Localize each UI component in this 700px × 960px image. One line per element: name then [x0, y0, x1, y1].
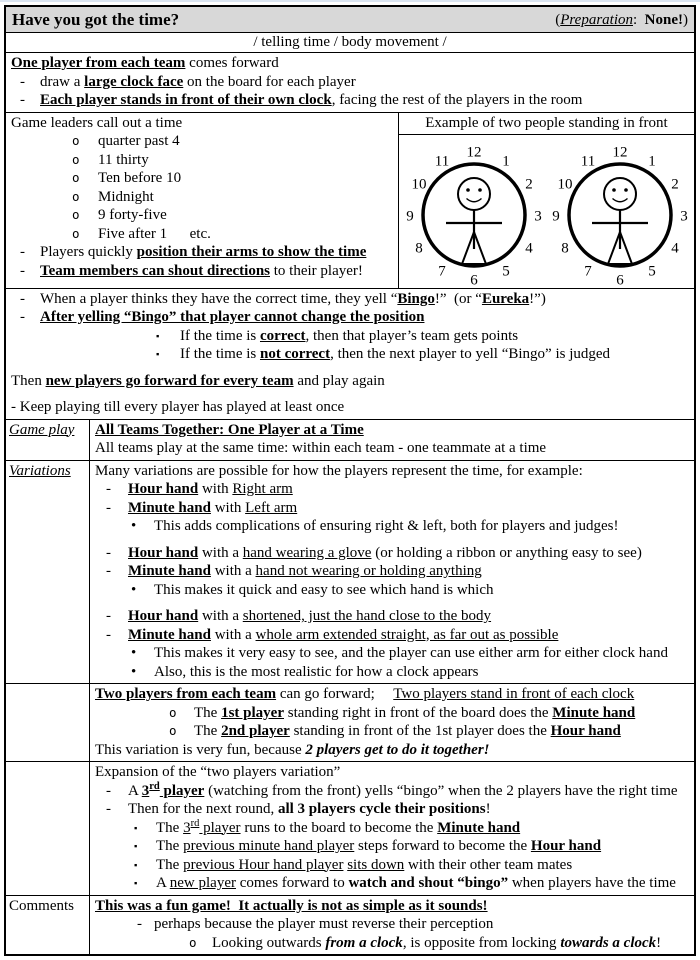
gameplay-label-cell — [6, 420, 90, 460]
comments-row — [6, 896, 694, 955]
text-line: - draw a large clock face on the board for each player — [20, 73, 356, 90]
top-edge-strip — [0, 0, 700, 2]
list-marker: - — [137, 916, 142, 932]
title-row — [6, 7, 694, 33]
figure-eye-icon — [466, 188, 470, 192]
list-marker: - — [20, 73, 25, 90]
svg-text:8: 8 — [414, 239, 423, 256]
list-marker: • — [131, 663, 137, 680]
list-marker: o — [72, 188, 80, 204]
text-line: - Players quickly position their arms to show the time — [20, 244, 367, 260]
comments-label: Comments — [9, 897, 75, 914]
page-title: Have you got the time? — [12, 10, 180, 29]
text-line: o Looking outwards from a clock, is opposite from locking towards a clock! — [189, 934, 662, 951]
list-marker: ▪ — [134, 879, 138, 889]
stick-figure — [592, 178, 648, 264]
figure-smile-icon — [466, 198, 481, 201]
text-line: ▪ A new player comes forward to watch and shout “bingo” when players have the time — [94, 874, 690, 893]
figure-smile-icon — [612, 198, 627, 201]
text-line: All Teams Together: One Player at a Time — [95, 421, 364, 438]
text-line: Game leaders call out a time — [11, 114, 183, 131]
text-line: o Midnight — [72, 188, 154, 205]
text-line: - A 3rd player (watching from the front) yells “bingo” when the 2 players have the right time — [106, 780, 678, 799]
list-marker: • — [131, 645, 137, 661]
svg-text:5: 5 — [647, 262, 656, 279]
text-line: o quarter past 4 — [72, 133, 180, 149]
comments-label-cell — [6, 896, 90, 955]
list-marker: - — [20, 309, 25, 325]
text-line: ▪ The 3rd player runs to the board to become the Minute hand — [94, 819, 690, 838]
text-line: - Each player stands in front of their own clock, facing the rest of the players in the room — [20, 92, 583, 108]
text-line: - Team members can shout directions to their player! — [20, 262, 363, 279]
example-clocks-image — [399, 135, 694, 288]
two-players-label-cell — [6, 684, 90, 761]
variations-content — [90, 461, 694, 684]
list-marker: o — [169, 723, 177, 738]
svg-text:10: 10 — [411, 175, 426, 192]
list-marker: o — [169, 704, 177, 720]
svg-text:9: 9 — [405, 207, 414, 224]
svg-text:7: 7 — [583, 262, 592, 279]
topics-row — [6, 33, 694, 53]
list-marker: - — [20, 290, 25, 307]
comments-content — [90, 896, 694, 955]
text-line: Many variations are possible for how the players represent the time, for example: — [95, 462, 583, 479]
stick-figure — [446, 178, 502, 264]
text-line: Expansion of the “two players variation” — [95, 764, 341, 780]
text-line: - Hour hand with a shortened, just the hand close to the body — [106, 608, 492, 624]
text-line: - When a player thinks they have the correct time, they yell “Bingo!” (or “Eureka!”) — [20, 290, 546, 307]
text-line: o Five after 1 etc. — [72, 225, 211, 242]
list-marker: • — [131, 518, 137, 534]
figure-eye-icon — [478, 188, 482, 192]
svg-text:2: 2 — [524, 175, 533, 192]
list-marker: - — [106, 782, 111, 799]
svg-text:6: 6 — [615, 271, 624, 287]
list-marker: ▪ — [134, 860, 138, 871]
svg-text:5: 5 — [501, 262, 510, 279]
calls-cell — [6, 113, 399, 288]
text-line: • This makes it very easy to see, and the player can use either arm for either clock hand — [131, 645, 668, 661]
expansion-content — [90, 762, 694, 895]
text-line: This was a fun game! It actually is not as simple as it sounds! — [95, 897, 488, 914]
svg-text:9: 9 — [551, 207, 560, 224]
svg-text:11: 11 — [580, 152, 595, 169]
gameplay-content — [90, 420, 694, 460]
expansion-label-cell — [6, 762, 90, 895]
bingo-rules-row — [6, 289, 694, 420]
text-line: - Minute hand with Left arm — [106, 499, 298, 516]
list-marker: ▪ — [156, 350, 160, 360]
two-players-content — [90, 684, 694, 761]
svg-text:11: 11 — [434, 152, 449, 169]
list-marker: o — [72, 170, 80, 185]
svg-text:7: 7 — [437, 262, 446, 279]
list-marker: - — [106, 626, 111, 643]
intro-row — [6, 53, 694, 113]
text-line: o The 2nd player standing in front of the 1st player does the Hour hand — [169, 723, 621, 739]
text-line: ▪ If the time is not correct, then the next player to yell “Bingo” is judged — [10, 345, 690, 364]
variations-label: Variations — [9, 462, 71, 479]
example-cell — [399, 113, 694, 288]
text-line: o 11 thirty — [72, 151, 149, 168]
preparation-note: (Preparation: None!) — [555, 11, 688, 28]
list-marker: • — [131, 581, 137, 598]
svg-text:3: 3 — [533, 207, 542, 224]
figure-eye-icon — [624, 188, 628, 192]
gameplay-label: Game play — [9, 421, 75, 438]
list-marker: ▪ — [156, 331, 160, 342]
text-line: - After yelling “Bingo” that player cannot change the position — [20, 309, 425, 325]
svg-text:4: 4 — [670, 239, 679, 256]
two-players-row — [6, 684, 694, 762]
text-line: - Minute hand with a whole arm extended straight, as far out as possible — [106, 626, 559, 643]
list-marker: - — [20, 262, 25, 279]
list-marker: o — [72, 133, 80, 148]
svg-text:2: 2 — [670, 175, 679, 192]
list-marker: - — [106, 499, 111, 516]
text-line: - Then for the next round, all 3 players cycle their positions! — [106, 801, 491, 817]
list-marker: o — [72, 207, 80, 222]
figure-head-icon — [604, 178, 636, 210]
clock-figure-left — [403, 137, 545, 287]
figure-head-icon — [458, 178, 490, 210]
text-line: • Also, this is the most realistic for how a clock appears — [131, 663, 479, 680]
list-marker: - — [20, 244, 25, 260]
svg-text:8: 8 — [560, 239, 569, 256]
text-line: ▪ If the time is correct, then that player’s team gets points — [10, 327, 690, 346]
gameplay-row — [6, 420, 694, 461]
text-line: o Ten before 10 — [72, 170, 182, 186]
text-line: - perhaps because the player must reverse their perception — [137, 916, 494, 932]
list-marker: - — [20, 92, 25, 108]
text-line: This variation is very fun, because 2 players get to do it together! — [95, 741, 490, 758]
list-marker: ▪ — [134, 823, 138, 834]
text-line: Two players from each team can go forward; Two players stand in front of each clock — [95, 686, 635, 702]
text-line: • This makes it quick and easy to see which hand is which — [131, 581, 494, 598]
text-line: - Minute hand with a hand not wearing or holding anything — [106, 563, 482, 579]
svg-text:1: 1 — [501, 152, 510, 169]
list-marker: o — [72, 151, 80, 167]
svg-text:12: 12 — [466, 143, 481, 160]
text-line: o 9 forty-five — [72, 207, 167, 223]
text-line: - Hour hand with Right arm — [106, 481, 293, 497]
calls-example-row — [6, 113, 694, 289]
variations-label-cell — [6, 461, 90, 684]
list-marker: - — [106, 801, 111, 817]
list-marker: - — [106, 563, 111, 579]
text-line: - Hour hand with a hand wearing a glove (or holding a ribbon or anything easy to see) — [106, 544, 642, 561]
text-line: - Keep playing till every player has played at least once — [11, 399, 345, 415]
list-marker: o — [72, 225, 80, 241]
text-line: One player from each team comes forward — [11, 55, 279, 71]
list-marker: - — [106, 608, 111, 624]
topics-text: / telling time / body movement / — [253, 34, 447, 50]
example-title: Example of two people standing in front — [399, 113, 694, 135]
list-marker: - — [106, 481, 111, 497]
text-line: ▪ The previous Hour hand player sits down with their other team mates — [94, 856, 690, 875]
svg-text:4: 4 — [524, 239, 533, 256]
list-marker: ▪ — [134, 842, 138, 852]
text-line: • This adds complications of ensuring right & left, both for players and judges! — [131, 518, 619, 534]
variations-row — [6, 461, 694, 685]
document-table — [4, 5, 696, 956]
figure-eye-icon — [612, 188, 616, 192]
text-line: ▪ The previous minute hand player steps forward to become the Hour hand — [94, 837, 690, 856]
clock-figure-right — [549, 137, 691, 287]
list-marker: o — [189, 934, 197, 950]
text-line: o The 1st player standing right in front of the board does the Minute hand — [169, 704, 636, 721]
text-line: Then new players go forward for every team and play again — [11, 372, 385, 389]
expansion-row — [6, 762, 694, 896]
text-line: All teams play at the same time: within each team - one teammate at a time — [95, 440, 547, 456]
svg-text:1: 1 — [647, 152, 656, 169]
list-marker: - — [106, 544, 111, 561]
svg-text:10: 10 — [557, 175, 572, 192]
svg-text:6: 6 — [469, 271, 478, 287]
svg-text:12: 12 — [612, 143, 627, 160]
svg-text:3: 3 — [679, 207, 688, 224]
